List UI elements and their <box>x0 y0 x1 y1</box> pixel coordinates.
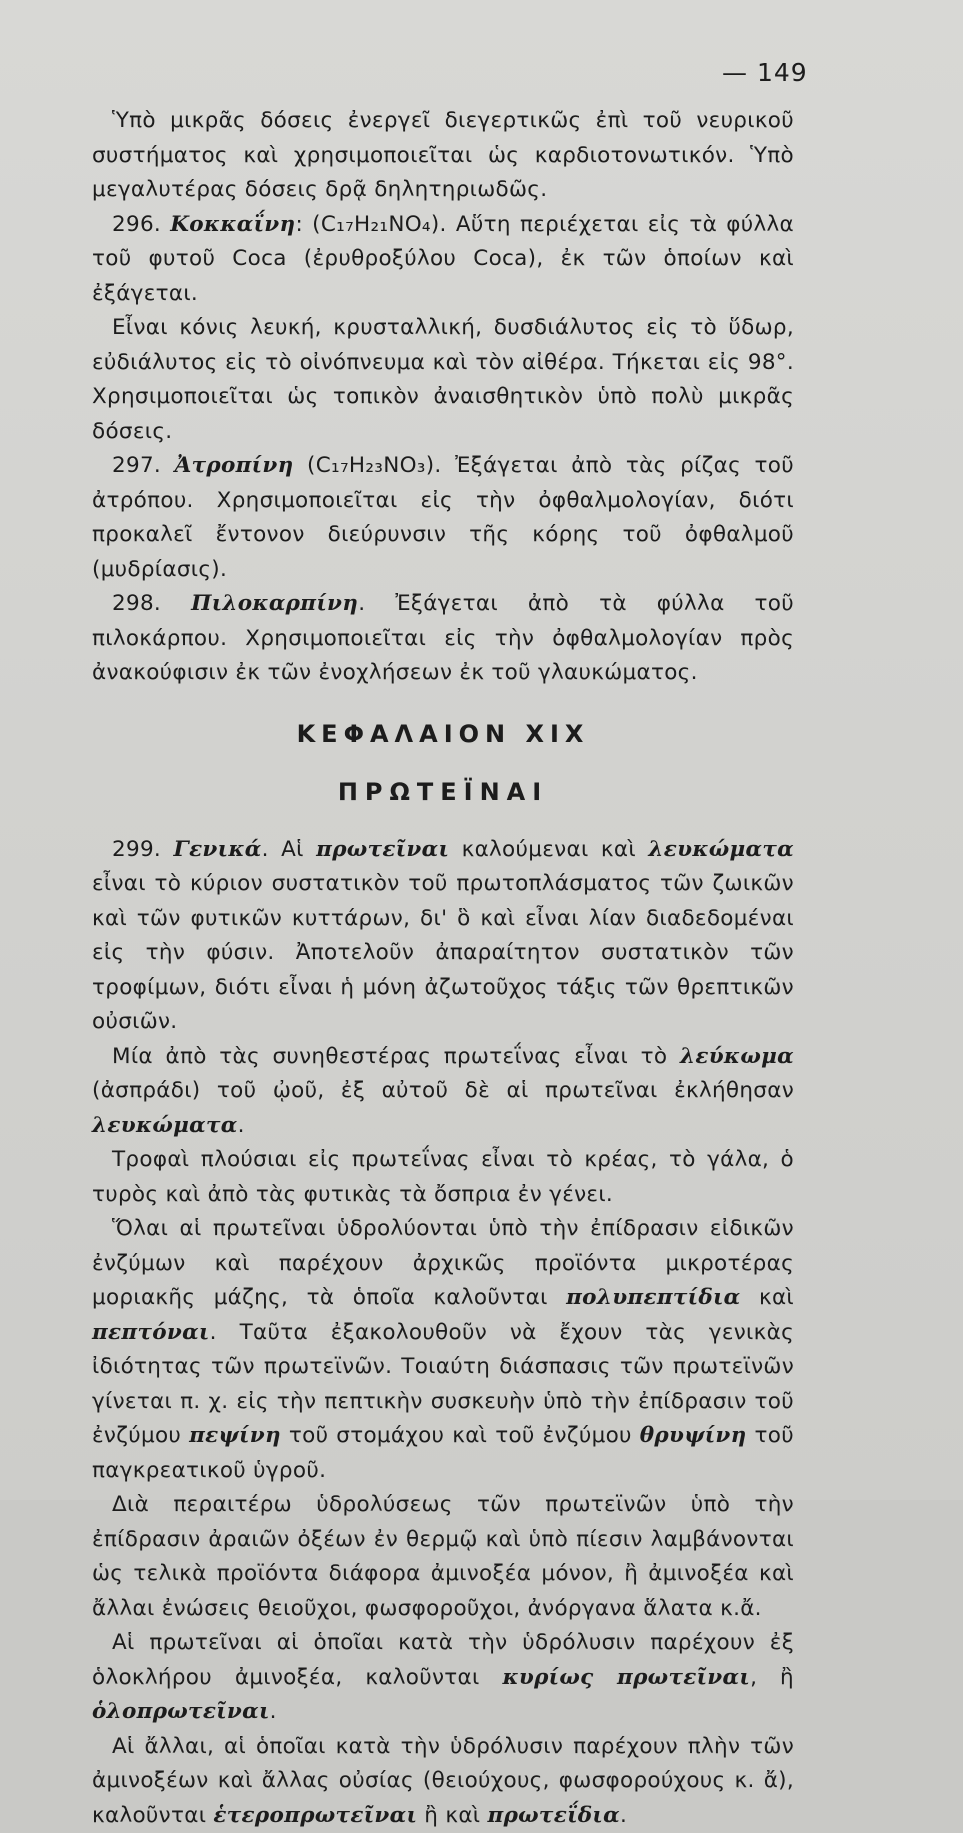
item-number: 297. <box>112 453 161 478</box>
text-run: Ὅλαι αἱ πρωτεῖναι ὑδρολύονται ὑπὸ τὴν ἐπίδρασιν εἰδικῶν ἐνζύμων καὶ παρέχουν ἀρχικῶς προϊόντα μικροτέρας μοριακῆς μάζης, τὰ ὁποῖα καλοῦνται <box>92 1216 794 1310</box>
paragraph-heteroproteins <box>92 1730 794 1833</box>
paragraph-cocaine-props: Εἶναι κόνις λευκή, κρυσταλλική, δυσδιάλυτος εἰς τὸ ὕδωρ, εὐδιάλυτος εἰς τὸ οἰνόπνευμα καὶ τὸν αἰθέρα. Τήκεται εἰς 98°. Χρησιμοποιεῖται ὡς τοπικὸν ἀναισθητικὸν ὑπὸ πολὺ μικρᾶς δόσεις. <box>92 311 794 449</box>
paragraph-holoproteins <box>92 1626 794 1730</box>
item-number: 298. <box>112 591 161 616</box>
text-run: ἢ καὶ <box>417 1803 487 1828</box>
item-296 <box>92 208 794 312</box>
term-proteins: πρωτεῖναι <box>316 837 449 862</box>
text-run: (ἀσπράδι) τοῦ ᾠοῦ, ἐξ αὐτοῦ δὲ αἱ πρωτεῖναι ἐκλήθησαν <box>92 1078 794 1103</box>
item-number: 299. <box>112 837 161 862</box>
term-albumin: λεύκωμα <box>680 1044 794 1069</box>
paragraph-further-hydrolysis: Διὰ περαιτέρω ὑδρολύσεως τῶν πρωτεϊνῶν ὑπὸ τὴν ἐπίδρασιν ἀραιῶν ὀξέων ἐν θερμῷ καὶ ὑπὸ πίεσιν λαμβάνονται ὡς τελικὰ προϊόντα διάφορα ἀμινοξέα μόνον, ἢ ἀμινοξέα καὶ ἄλλαι ἐνώσεις θειοῦχοι, φωσφοροῦχοι, ἀνόργανα ἅλατα κ.ἄ. <box>92 1488 794 1626</box>
paragraph-foods: Τροφαὶ πλούσιαι εἰς πρωτεΐνας εἶναι τὸ κρέας, τὸ γάλα, ὁ τυρὸς καὶ ἀπὸ τὰς φυτικὰς τὰ ὄσπρια ἐν γένει. <box>92 1143 794 1212</box>
term-peptones: πεπτόναι <box>92 1320 210 1345</box>
term-trypsin: θρυψίνη <box>640 1423 747 1448</box>
term-heteroproteins: ἑτεροπρωτεῖναι <box>213 1803 417 1828</box>
item-name-general: Γενικά <box>174 837 262 862</box>
item-297 <box>92 449 794 587</box>
term-pepsin: πεψίνη <box>189 1423 281 1448</box>
item-text: : (C₁₇H₂₁NO₄). Αὕτη περιέχεται εἰς τὰ φύλλα τοῦ φυτοῦ Coca (ἐρυθροξύλου Coca), ἐκ τῶν ὁποίων καὶ ἐξάγεται. <box>92 212 794 306</box>
paragraph-egg-white <box>92 1040 794 1144</box>
text-run: εἶναι τὸ κύριον συστατικὸν τοῦ πρωτοπλάσματος τῶν ζωικῶν καὶ τῶν φυτικῶν κυττάρων, δι' ὃ καὶ εἶναι λίαν διαδεδομέναι εἰς τὴν φύσιν. Ἀποτελοῦν ἀπαραίτητον συστατικὸν τῶν τροφίμων, διότι εἶναι ἡ μόνη ἀζωτοῦχος τάξις τῶν θρεπτικῶν οὐσιῶν. <box>92 871 794 1034</box>
text-run: . <box>620 1803 627 1828</box>
chapter-title: ΠΡΩΤΕΪΝΑΙ <box>92 773 794 811</box>
text-run: . <box>270 1699 277 1724</box>
text-run: . Ταῦτα ἐξακολουθοῦν νὰ ἔχουν τὰς γενικὰς ἰδιότητας τῶν πρωτεϊνῶν. Τοιαύτη διάσπασις τῶν πρωτεϊνῶν γίνεται π. χ. εἰς τὴν πεπτικὴν συσκευὴν ὑπὸ τὴν ἐπίδρασιν τοῦ ἐνζύμου <box>92 1320 794 1449</box>
item-text: . Ἐξάγεται ἀπὸ τὰ φύλλα τοῦ πιλοκάρπου. Χρησιμοποιεῖται εἰς τὴν ὀφθαλμολογίαν πρὸς ἀνακούφισιν ἐκ τῶν ἐνοχλήσεων ἐκ τοῦ γλαυκώματος. <box>92 591 794 685</box>
text-run: τοῦ παγκρεατικοῦ ὑγροῦ. <box>92 1423 794 1483</box>
term-proper-proteins: κυρίως πρωτεῖναι <box>502 1665 750 1690</box>
term-albumins: λευκώματα <box>92 1113 238 1138</box>
item-299 <box>92 833 794 1040</box>
item-name-atropine: Ἀτροπίνη <box>175 453 294 478</box>
term-holoproteins: ὁλοπρωτεῖναι <box>92 1699 270 1724</box>
text-run: Αἱ πρωτεῖναι αἱ ὁποῖαι κατὰ τὴν ὑδρόλυσιν παρέχουν ἐξ ὁλοκλήρου ἀμινοξέα, καλοῦνται <box>92 1630 794 1690</box>
page-content <box>92 104 794 1833</box>
paragraph-stimulant: Ὑπὸ μικρᾶς δόσεις ἐνεργεῖ διεγερτικῶς ἐπὶ τοῦ νευρικοῦ συστήματος καὶ χρησιμοποιεῖται ὡς καρδιοτονωτικόν. Ὑπὸ μεγαλυτέρας δόσεις δρᾷ δηλητηριωδῶς. <box>92 104 794 208</box>
term-proteides: πρωτεΐδια <box>488 1803 620 1828</box>
term-polypeptides: πολυπεπτίδια <box>566 1285 740 1310</box>
item-name-pilocarpine: Πιλοκαρπίνη <box>191 591 358 616</box>
text-run: , ἢ <box>750 1665 794 1690</box>
term-albumins: λευκώματα <box>648 837 794 862</box>
text-run: τοῦ στομάχου καὶ τοῦ ἐνζύμου <box>281 1423 640 1448</box>
text-run: . <box>238 1113 245 1138</box>
text-run: Αἱ ἄλλαι, αἱ ὁποῖαι κατὰ τὴν ὑδρόλυσιν παρέχουν πλὴν τῶν ἀμινοξέων καὶ ἄλλας οὐσίας (θειούχους, φωσφορούχους κ. ἄ), καλοῦνται <box>92 1734 794 1828</box>
chapter-heading: ΚΕΦΑΛΑΙΟΝ XIX <box>92 715 794 753</box>
item-name-cocaine: Κοκκαΐνη <box>170 212 295 237</box>
page-number: — 149 <box>722 58 808 87</box>
item-number: 296. <box>112 212 161 237</box>
text-run: Μία ἀπὸ τὰς συνηθεστέρας πρωτεΐνας εἶναι τὸ <box>112 1044 680 1069</box>
item-text: (C₁₇H₂₃NO₃). Ἐξάγεται ἀπὸ τὰς ρίζας τοῦ ἀτρόπου. Χρησιμοποιεῖται εἰς τὴν ὀφθαλμολογίαν, διότι προκαλεῖ ἔντονον διεύρυνσιν τῆς κόρης τοῦ ὀφθαλμοῦ (μυδρίασις). <box>92 453 794 582</box>
text-run: . Αἱ <box>262 837 317 862</box>
text-run: καὶ <box>741 1285 794 1310</box>
text-run: καλούμεναι καὶ <box>449 837 648 862</box>
item-298 <box>92 587 794 691</box>
paragraph-hydrolysis <box>92 1212 794 1488</box>
